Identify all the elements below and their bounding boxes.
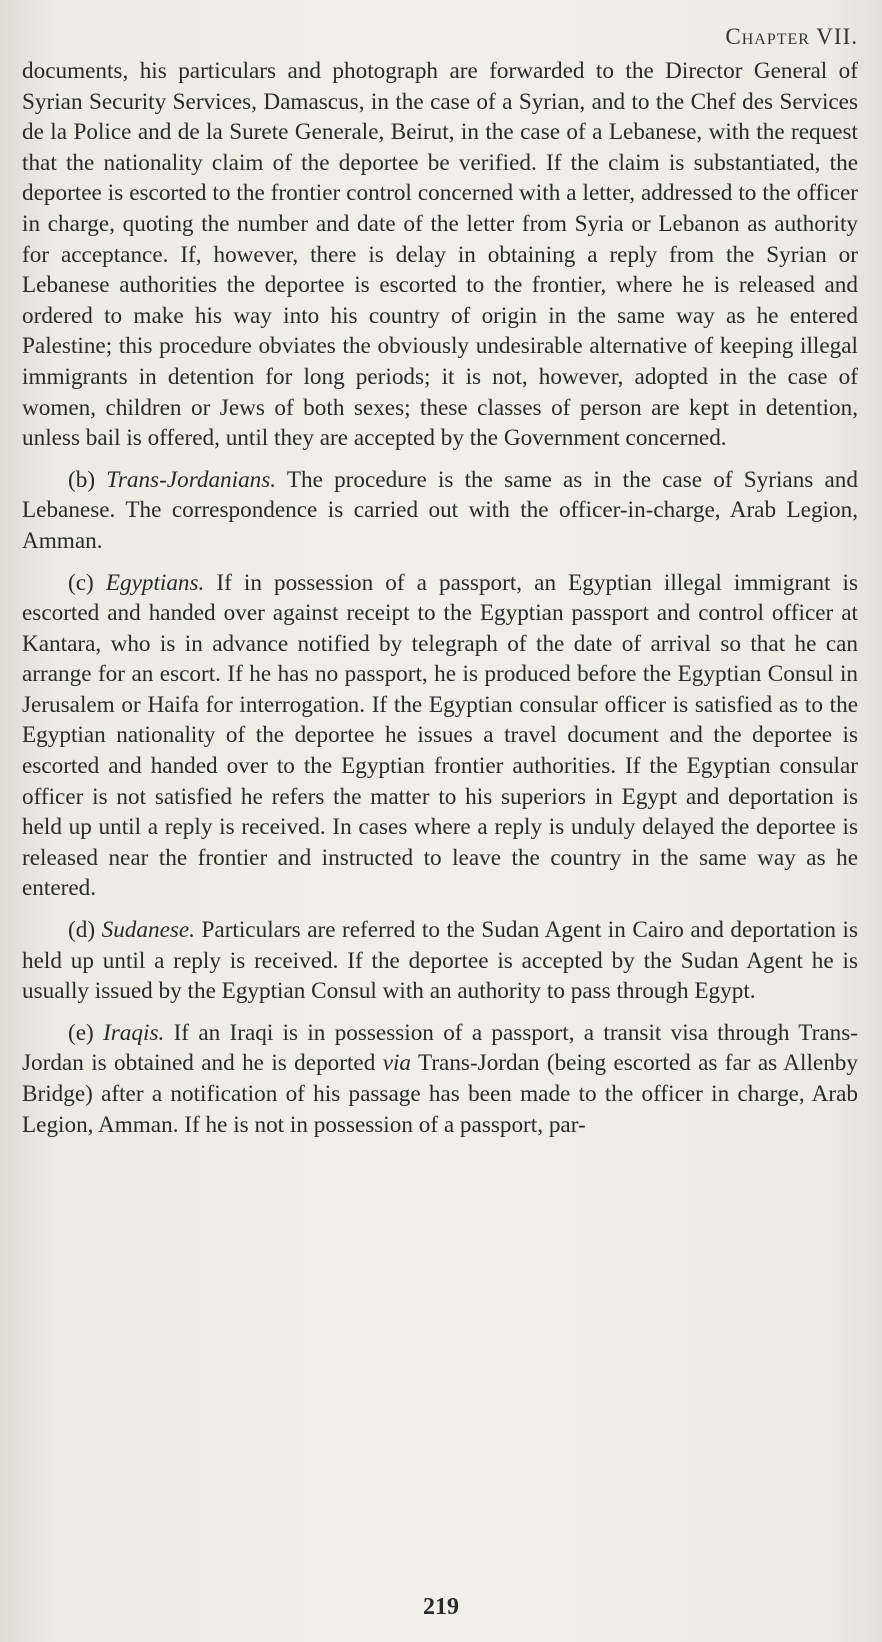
paragraph-heading: Sudanese. <box>101 917 195 944</box>
paragraph-text: The procedure is the same as in the case of Syrians and Lebanese. The correspondence is carried out with the officer-in-charge, Arab Legion, Amman. <box>22 466 858 554</box>
paragraph-trans-jordanians <box>22 465 858 557</box>
paragraph-egyptians <box>22 568 858 905</box>
paragraph-iraqis <box>22 1018 858 1140</box>
running-head: Chapter VII. <box>725 24 858 49</box>
paragraph-text-before-via: If an Iraqi is in possession of a passport, a transit visa through Trans-Jordan is obtained and he is deported <box>22 1019 859 1077</box>
paragraph-text: Trans-Jordan (being escorted as far as Allenby Bridge) after a notification of his passage has been made to the officer in charge, Arab Legion, Amman. If he is not in possession of a passport, par- <box>22 1050 858 1138</box>
paragraph-heading: Trans-Jordanians. <box>106 466 277 493</box>
paragraph-heading: Iraqis. <box>103 1019 165 1046</box>
via-word: via <box>382 1050 412 1077</box>
paragraph-text: Particulars are referred to the Sudan Agent in Cairo and deportation is held up until a reply is received. If the deportee is accepted by the Sudan Agent he is usually issued by the Egyptian Consul with an authority to pass through Egypt. <box>22 917 859 1005</box>
paragraph-continuation <box>22 56 858 454</box>
paragraph-text: documents, his particulars and photograph are forwarded to the Director General of Syrian Security Services, Damascus, in the case of a Syrian, and to the Chef des Services de la Police and de la Surete Generale, Beirut, in the case of a Lebanese, with the request that the nationality claim of the deportee be verified. If the claim is substantiated, the deportee is escorted to the frontier control concerned with a letter, addressed to the officer in charge, quoting the number and date of the letter from Syria or Lebanon as authority for acceptance. If, however, there is delay in obtaining a reply from the Syrian or Lebanese authorities the deportee is escorted to the frontier, where he is released and ordered to make his way into his country of origin in the same way as he entered Palestine; this procedure obviates the obviously undesirable alternative of keeping illegal immigrants in detention for long periods; it is not, however, adopted in the case of women, children or Jews of both sexes; these classes of person are kept in detention, unless bail is offered, until they are accepted by the Government concerned. <box>22 58 858 452</box>
paragraph-text: If in possession of a passport, an Egyptian illegal immigrant is escorted and handed over against receipt to the Egyptian passport and control officer at Kantara, who is in advance notified by telegraph of the date of arrival so that he can arrange for an escort. If he has no passport, he is produced before the Egyptian Consul in Jerusalem or Haifa for interrogation. If the Egyptian consular officer is satisfied as to the Egyptian nationality of the deportee he issues a travel document and the deportee is escorted and handed over to the Egyptian frontier authorities. If the Egyptian consular officer is not satisfied he refers the matter to his superiors in Egypt and deportation is held up until a reply is received. In cases where a reply is unduly delayed the deportee is released near the frontier and instructed to leave the country in the same way as he entered. <box>22 569 859 902</box>
paragraph-heading: Egyptians. <box>105 569 205 596</box>
paragraph-sudanese <box>22 915 858 1007</box>
paragraph-marker: (b) <box>68 466 96 493</box>
paragraph-marker: (d) <box>68 917 96 944</box>
paragraph-marker: (e) <box>68 1019 94 1046</box>
page-number: 219 <box>423 1594 459 1620</box>
paragraph-marker: (c) <box>68 569 94 596</box>
